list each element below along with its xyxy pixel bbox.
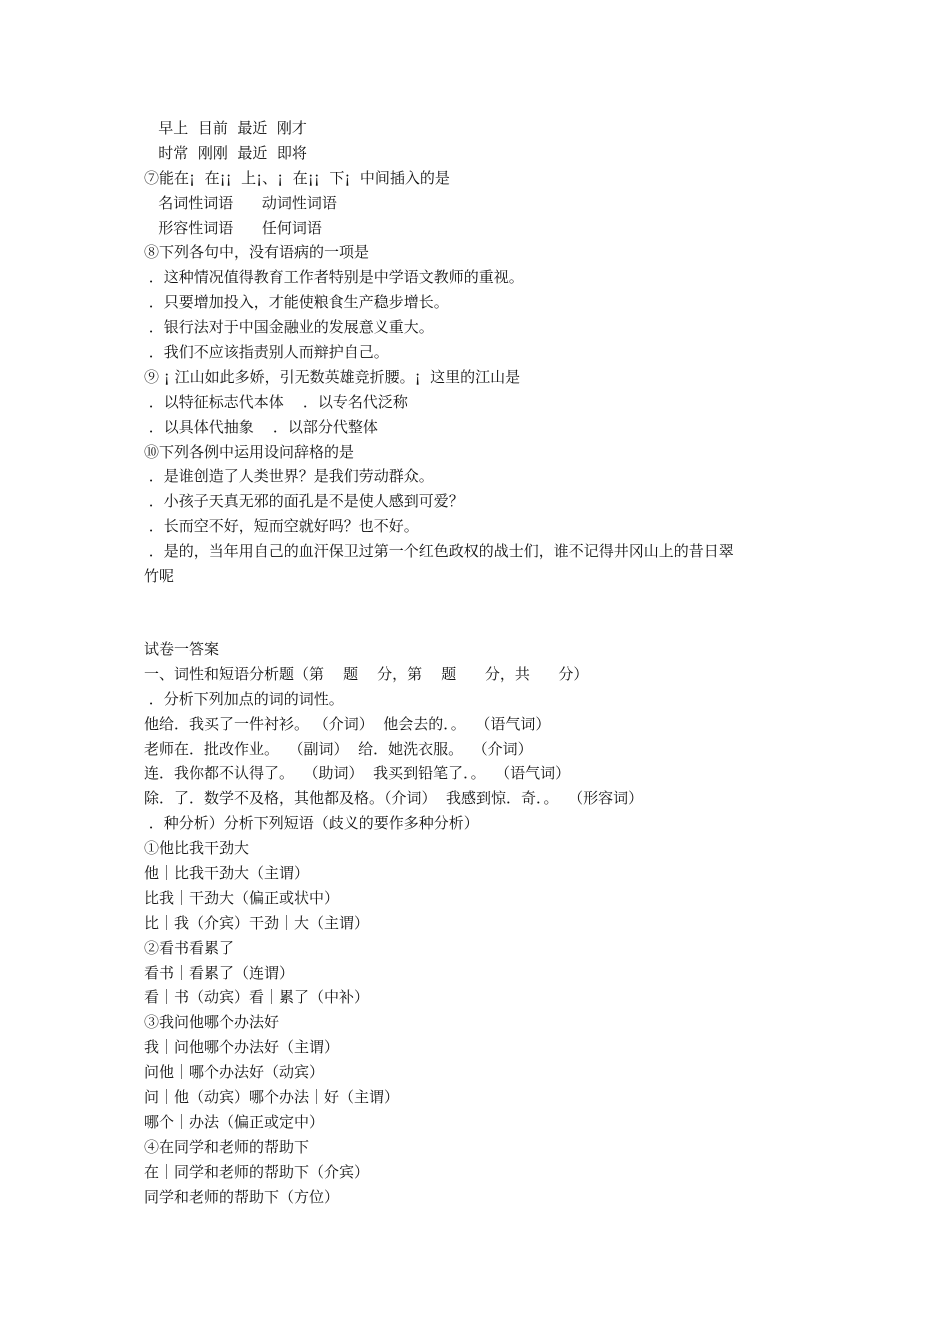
answer-line: 除．了．数学不及格，其他都及格。（介词） 我感到惊．奇．。 （形容词） xyxy=(144,789,644,808)
answer-section-heading: 一、词性和短语分析题（第 题 分，第 题 分，共 分） xyxy=(144,664,589,683)
question-9-options-1: ．以特征标志代本体 ．以专名代泛称 xyxy=(144,392,408,411)
answer-subheading-pos: ．分析下列加点的词的词性。 xyxy=(144,689,344,708)
phrase-analysis: 问他｜哪个办法好（动宾） xyxy=(144,1063,325,1082)
phrase-item-2: ②看书看累了 xyxy=(144,938,235,957)
question-9: ⑨ ¡ 江山如此多娇，引无数英雄竞折腰。¡ 这里的江山是 xyxy=(144,367,521,386)
phrase-item-4: ④在同学和老师的帮助下 xyxy=(144,1137,310,1156)
phrase-analysis: 比我｜干劲大（偏正或状中） xyxy=(144,888,340,907)
phrase-item-1: ①他比我干劲大 xyxy=(144,839,250,858)
question-7-options-2: 形容性词语 任何词语 xyxy=(144,218,322,237)
question-7: ⑦能在¡ 在¡¡ 上¡、¡ 在¡¡ 下¡ 中间插入的是 xyxy=(144,168,450,187)
option-line-time-words-1: 早上 目前 最近 刚才 xyxy=(144,119,307,137)
phrase-analysis: 看｜书（动宾）看｜累了（中补） xyxy=(144,988,370,1007)
phrase-analysis: 哪个｜办法（偏正或定中） xyxy=(144,1112,325,1131)
phrase-analysis: 同学和老师的帮助下（方位） xyxy=(144,1187,340,1206)
question-block xyxy=(144,116,824,589)
phrase-analysis: 问｜他（动宾）哪个办法｜好（主谓） xyxy=(144,1088,400,1107)
phrase-analysis: 他｜比我干劲大（主谓） xyxy=(144,864,310,883)
question-10-option-b: ．小孩子天真无邪的面孔是不是使人感到可爱？ xyxy=(144,492,464,511)
question-8-option-c: ．银行法对于中国金融业的发展意义重大。 xyxy=(144,318,434,337)
answer-title: 试卷一答案 xyxy=(144,640,220,658)
question-8-option-d: ．我们不应该指责别人而辩护自己。 xyxy=(144,343,389,362)
answer-line: 他给．我买了一件衬衫。 （介词） 他会去的．。 （语气词） xyxy=(144,714,551,733)
question-7-options-1: 名词性词语 动词性词语 xyxy=(144,193,337,212)
question-8-option-b: ．只要增加投入，才能使粮食生产稳步增长。 xyxy=(144,293,449,312)
question-10: ⑩下列各例中运用设问辞格的是 xyxy=(144,442,355,461)
answer-block xyxy=(144,637,824,1209)
question-10-option-c: ．长而空不好，短而空就好吗？也不好。 xyxy=(144,517,419,536)
answer-subheading-phrases: ．种分析）分析下列短语（歧义的要作多种分析） xyxy=(144,814,479,833)
answer-line: 连．我你都不认得了。 （助词） 我买到铅笔了．。 （语气词） xyxy=(144,764,571,783)
phrase-analysis: 看书｜看累了（连谓） xyxy=(144,963,295,982)
option-line-time-words-2: 时常 刚刚 最近 即将 xyxy=(144,143,307,162)
question-10-option-d-continued: 竹呢 xyxy=(144,567,175,586)
phrase-item-3: ③我问他哪个办法好 xyxy=(144,1013,280,1032)
question-10-option-a: ．是谁创造了人类世界？是我们劳动群众。 xyxy=(144,467,434,486)
phrase-analysis: 比｜我（介宾）干劲｜大（主谓） xyxy=(144,913,370,932)
question-8-option-a: ．这种情况值得教育工作者特别是中学语文教师的重视。 xyxy=(144,268,524,287)
question-9-options-2: ．以具体代抽象 ．以部分代整体 xyxy=(144,417,378,436)
phrase-analysis: 我｜问他哪个办法好（主谓） xyxy=(144,1038,340,1057)
answer-line: 老师在．批改作业。 （副词） 给．她洗衣服。 （介词） xyxy=(144,739,533,758)
question-8: ⑧下列各句中，没有语病的一项是 xyxy=(144,243,370,262)
question-10-option-d: ．是的，当年用自己的血汗保卫过第一个红色政权的战士们，谁不记得井冈山上的昔日翠 xyxy=(144,542,734,561)
phrase-analysis: 在｜同学和老师的帮助下（介宾） xyxy=(144,1162,370,1181)
